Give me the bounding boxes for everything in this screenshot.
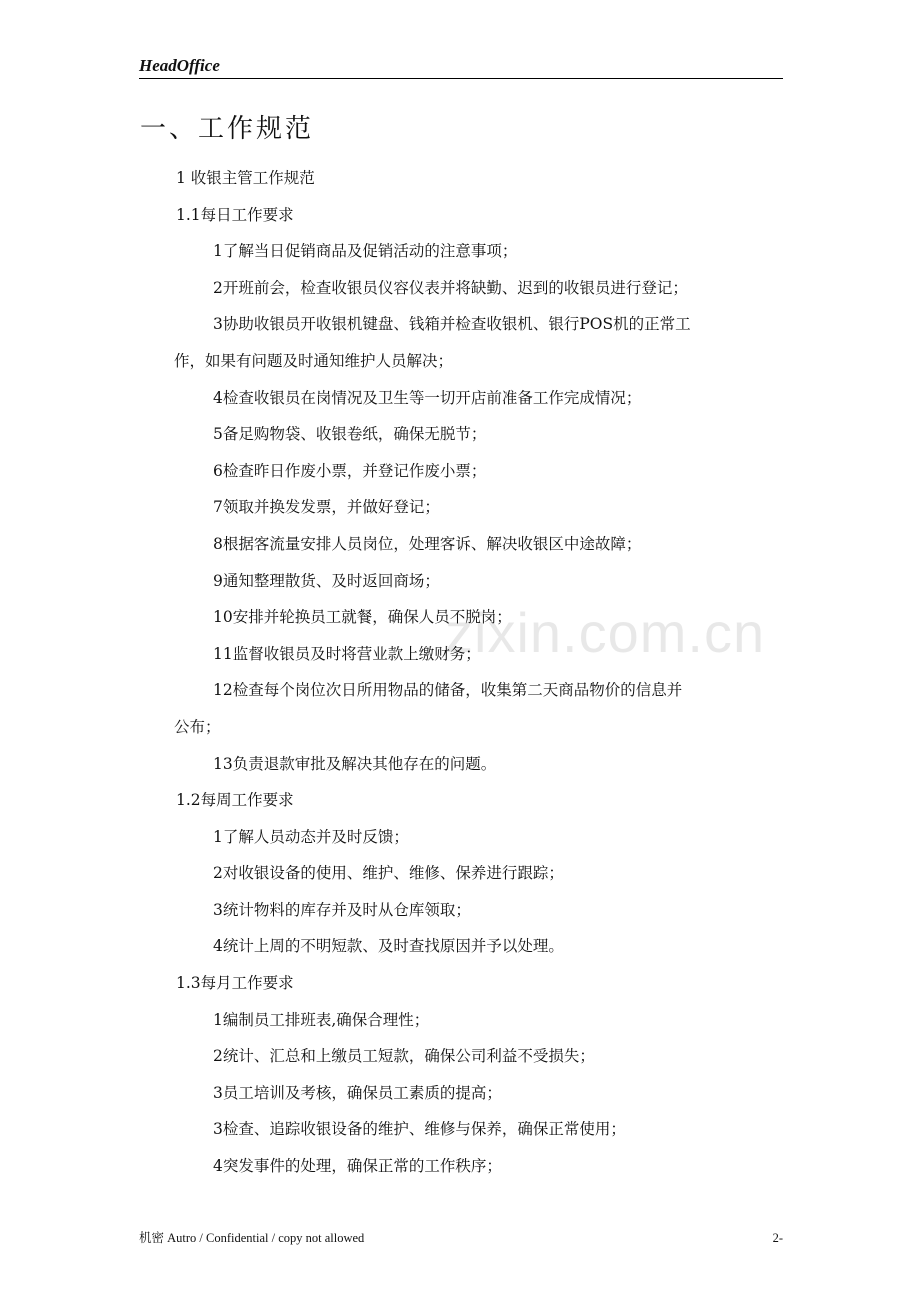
list-item: 10安排并轮换员工就餐，确保人员不脱岗； [213,608,512,627]
list-item: 3检查、追踪收银设备的维护、维修与保养，确保正常使用； [213,1120,626,1139]
list-item: 3协助收银员开收银机键盘、钱箱并检查收银机、银行POS机的正常工 [213,315,691,334]
section-subheading: 1.2每周工作要求 [176,791,294,810]
page-footer [139,1230,783,1248]
list-item: 13负责退款审批及解决其他存在的问题。 [213,754,497,773]
list-item: 4统计上周的不明短款、及时查找原因并予以处理。 [213,937,564,956]
list-item: 2对收银设备的使用、维护、维修、保养进行跟踪； [213,864,564,883]
list-item: 12检查每个岗位次日所用物品的储备，收集第二天商品物价的信息并 [213,681,683,700]
section-heading: 一、工作规范 [140,114,315,144]
section-subheading: 1.3每月工作要求 [176,974,294,993]
list-item: 11监督收银员及时将营业款上缴财务； [213,644,481,663]
list-item: 8根据客流量安排人员岗位，处理客诉、解决收银区中途故障； [213,534,642,553]
page-header [139,56,783,79]
header-title: HeadOffice [139,56,220,75]
list-item: 7领取并换发发票，并做好登记； [213,498,440,517]
list-item: 9通知整理散货、及时返回商场； [213,571,440,590]
list-item: 3统计物料的库存并及时从仓库领取； [213,900,471,919]
list-item: 2统计、汇总和上缴员工短款，确保公司利益不受损失； [213,1047,595,1066]
list-item: 2开班前会，检查收银员仪容仪表并将缺勤、迟到的收银员进行登记； [213,278,688,297]
paragraph-continuation: 作，如果有问题及时通知维护人员解决； [174,351,454,370]
list-item: 4突发事件的处理，确保正常的工作秩序； [213,1157,502,1176]
section-subheading: 1.1每日工作要求 [176,205,294,224]
footer-confidential-text: 机密 Autro / Confidential / copy not allowed [139,1231,365,1245]
list-item: 1编制员工排班表,确保合理性； [213,1010,430,1029]
document-body [140,160,780,1185]
list-item: 3员工培训及考核，确保员工素质的提高； [213,1083,502,1102]
list-item: 4检查收银员在岗情况及卫生等一切开店前准备工作完成情况； [213,388,642,407]
list-item: 1了解当日促销商品及促销活动的注意事项； [213,242,518,261]
watermark: zixin.com.cn [445,601,766,664]
section-subheading: 1 收银主管工作规范 [176,169,315,187]
list-item: 1了解人员动态并及时反馈； [213,827,409,846]
page-number: 2- [772,1231,783,1245]
list-item: 6检查昨日作废小票，并登记作废小票； [213,461,487,480]
paragraph-continuation: 公布； [174,717,221,736]
list-item: 5备足购物袋、收银卷纸，确保无脱节； [213,425,487,444]
